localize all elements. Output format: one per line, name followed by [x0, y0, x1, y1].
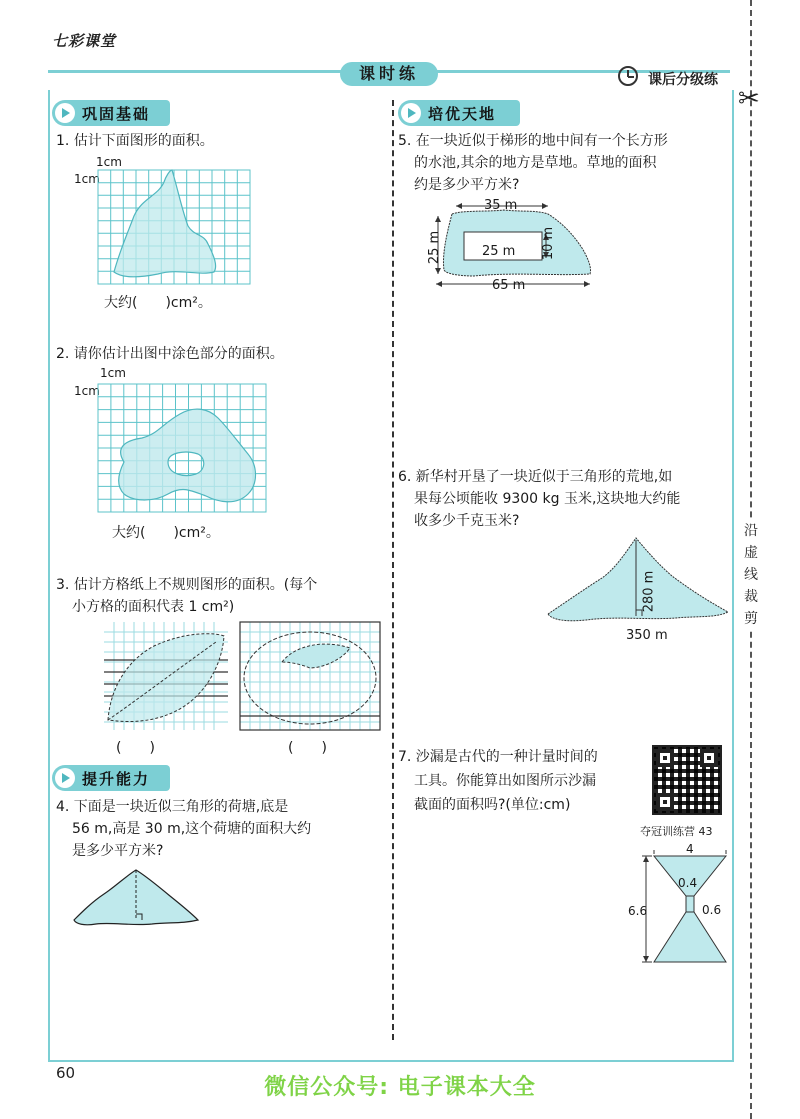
section-advanced	[398, 100, 520, 126]
q7-neck-right-label: 0.6	[702, 903, 722, 917]
q6-line3: 收多少千克玉米?	[414, 513, 520, 529]
q4-line2: 56 m,高是 30 m,这个荷塘的面积大约	[72, 821, 312, 837]
q5-bottom-label: 65 m	[492, 278, 526, 293]
q6-line2: 果每公顷能收 9300 kg 玉米,这块地大约能	[414, 491, 681, 507]
q3-circle-figure	[240, 622, 380, 730]
q2-grid-figure	[98, 384, 266, 512]
q3-text-line1: 3. 估计方格纸上不规则图形的面积。(每个	[56, 577, 318, 593]
play-icon	[401, 103, 421, 123]
brand-logo: 七彩课堂	[52, 32, 117, 50]
page-subtitle: 课后分级练	[648, 72, 718, 88]
q3-leaf-figure	[104, 622, 228, 730]
q7-top-label: 4	[686, 842, 694, 856]
q6-height-label: 280 m	[641, 570, 657, 613]
q7-line1: 7. 沙漏是古代的一种计量时间的	[398, 749, 598, 765]
q5-top-label: 35 m	[484, 198, 518, 213]
q1-unit-left: 1cm	[74, 172, 100, 186]
q4-line1: 4. 下面是一块近似三角形的荷塘,底是	[56, 799, 289, 815]
q6-wasteland-figure	[546, 536, 732, 626]
page-number: 60	[56, 1064, 76, 1082]
page-title: 课时练	[340, 62, 438, 86]
column-divider	[392, 100, 394, 1040]
q6-line1: 6. 新华村开垦了一块近似于三角形的荒地,如	[398, 469, 673, 485]
q1-unit-top: 1cm	[96, 155, 122, 169]
q1-answer: 大约( )cm²。	[104, 295, 212, 311]
q3-blank-b: ( )	[288, 740, 327, 756]
q1-grid-figure	[98, 170, 250, 284]
cut-instruction: 沿虚线裁剪	[740, 520, 762, 630]
play-icon	[55, 103, 75, 123]
q5-line3: 约是多少平方米?	[414, 177, 520, 193]
footer-watermark: 微信公众号: 电子课本大全	[264, 1075, 536, 1100]
q7-line3: 截面的面积吗?(单位:cm)	[414, 797, 571, 813]
section-basic-label: 巩固基础	[82, 105, 151, 123]
q2-answer: 大约( )cm²。	[112, 525, 220, 541]
q2-unit-top: 1cm	[100, 366, 126, 380]
qr-caption: 夺冠训练营 43	[640, 825, 713, 838]
alarm-clock-icon	[618, 66, 638, 86]
q7-neck-top-label: 0.4	[678, 876, 698, 890]
q1-text: 1. 估计下面图形的面积。	[56, 133, 214, 149]
q2-text: 2. 请你估计出图中涂色部分的面积。	[56, 346, 284, 362]
q7-height-label: 6.6	[628, 904, 648, 918]
q5-left-label: 25 m	[427, 230, 443, 265]
section-basic	[52, 100, 170, 126]
qr-code[interactable]	[652, 745, 722, 815]
q4-line3: 是多少平方米?	[72, 843, 164, 859]
section-advanced-label: 培优天地	[428, 105, 497, 123]
q5-line1: 5. 在一块近似于梯形的地中间有一个长方形	[398, 133, 668, 149]
section-improve-label: 提升能力	[82, 770, 151, 788]
q5-line2: 的水池,其余的地方是草地。草地的面积	[414, 155, 657, 171]
q5-inner-height-label: 10 m	[541, 226, 557, 261]
q2-unit-left: 1cm	[74, 384, 100, 398]
q3-blank-a: ( )	[116, 740, 155, 756]
section-improve	[52, 765, 170, 791]
q4-pond-figure	[72, 866, 200, 928]
scissors-icon: ✂	[738, 84, 760, 114]
q3-text-line2: 小方格的面积代表 1 cm²)	[72, 599, 235, 615]
q6-base-label: 350 m	[626, 628, 668, 643]
q7-line2: 工具。你能算出如图所示沙漏	[414, 773, 596, 789]
q5-inner-width-label: 25 m	[482, 244, 516, 259]
play-icon	[55, 768, 75, 788]
